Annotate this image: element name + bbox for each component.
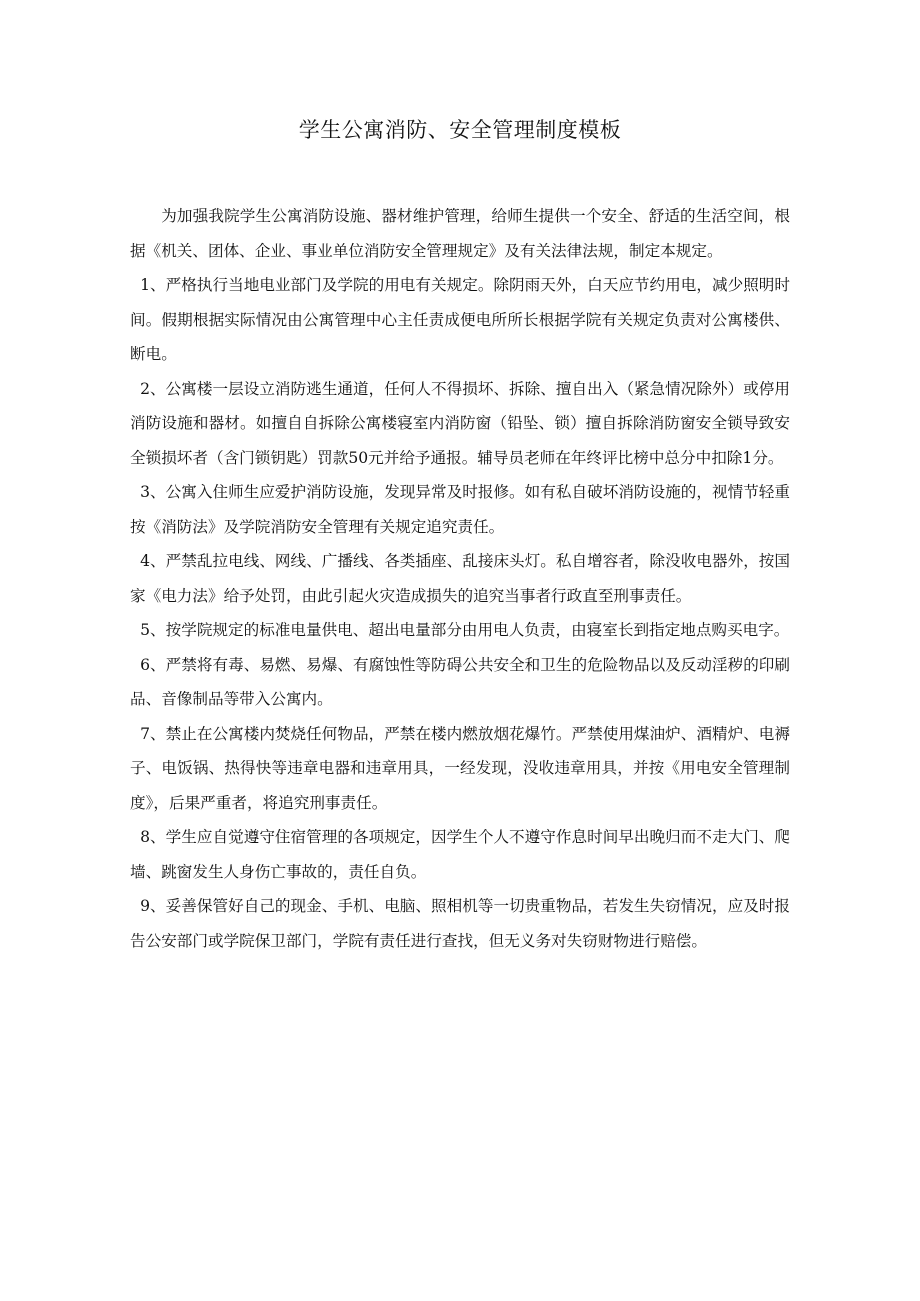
- rule-item-9: 9、妥善保管好自己的现金、手机、电脑、照相机等一切贵重物品，若发生失窃情况，应及时报告公安部门或学院保卫部门，学院有责任进行查找，但无义务对失窃财物进行赔偿。: [130, 897, 790, 950]
- intro-paragraph: 为加强我院学生公寓消防设施、器材维护管理，给师生提供一个安全、舒适的生活空间，根据《机关、团体、企业、事业单位消防安全管理规定》及有关法律法规，制定本规定。: [130, 207, 790, 260]
- document-title: 学生公寓消防、安全管理制度模板: [298, 118, 622, 142]
- rule-item-6: 6、严禁将有毒、易燃、易爆、有腐蚀性等防碍公共安全和卫生的危险物品以及反动淫秽的印刷品、音像制品等带入公寓内。: [130, 655, 790, 708]
- rule-item-5: 5、按学院规定的标准电量供电、超出电量部分由用电人负责，由寝室长到指定地点购买电字。: [140, 621, 790, 639]
- rule-item-1: 1、严格执行当地电业部门及学院的用电有关规定。除阴雨天外，白天应节约用电，减少照明时间。假期根据实际情况由公寓管理中心主任责成便电所所长根据学院有关规定负责对公寓楼供、断电。: [130, 276, 790, 363]
- rule-item-7: 7、禁止在公寓楼内焚烧任何物品，严禁在楼内燃放烟花爆竹。严禁使用煤油炉、酒精炉、电褥子、电饭锅、热得快等违章电器和违章用具，一经发现，没收违章用具，并按《用电安全管理制度》，后果严重者，将追究刑事责任。: [130, 724, 790, 812]
- rule-item-2: 2、公寓楼一层设立消防逃生通道，任何人不得损坏、拆除、擅自出入（紧急情况除外）或停用消防设施和器材。如擅自自拆除公寓楼寝室内消防窗（铅坠、锁）擅自拆除消防窗安全锁导致安全锁损坏者（含门锁钥匙）罚款50元并给予通报。辅导员老师在年终评比榜中总分中扣除1分。: [130, 379, 790, 467]
- document-body: [130, 199, 790, 958]
- rule-item-4: 4、严禁乱拉电线、网线、广播线、各类插座、乱接床头灯。私自增容者，除没收电器外，按国家《电力法》给予处罚，由此引起火灾造成损失的追究当事者行政直至刑事责任。: [130, 552, 790, 605]
- rule-item-8: 8、学生应自觉遵守住宿管理的各项规定，因学生个人不遵守作息时间早出晚归而不走大门、爬墙、跳窗发生人身伤亡事故的，责任自负。: [130, 828, 790, 881]
- rule-item-3: 3、公寓入住师生应爱护消防设施，发现异常及时报修。如有私自破坏消防设施的，视情节轻重按《消防法》及学院消防安全管理有关规定追究责任。: [130, 483, 790, 536]
